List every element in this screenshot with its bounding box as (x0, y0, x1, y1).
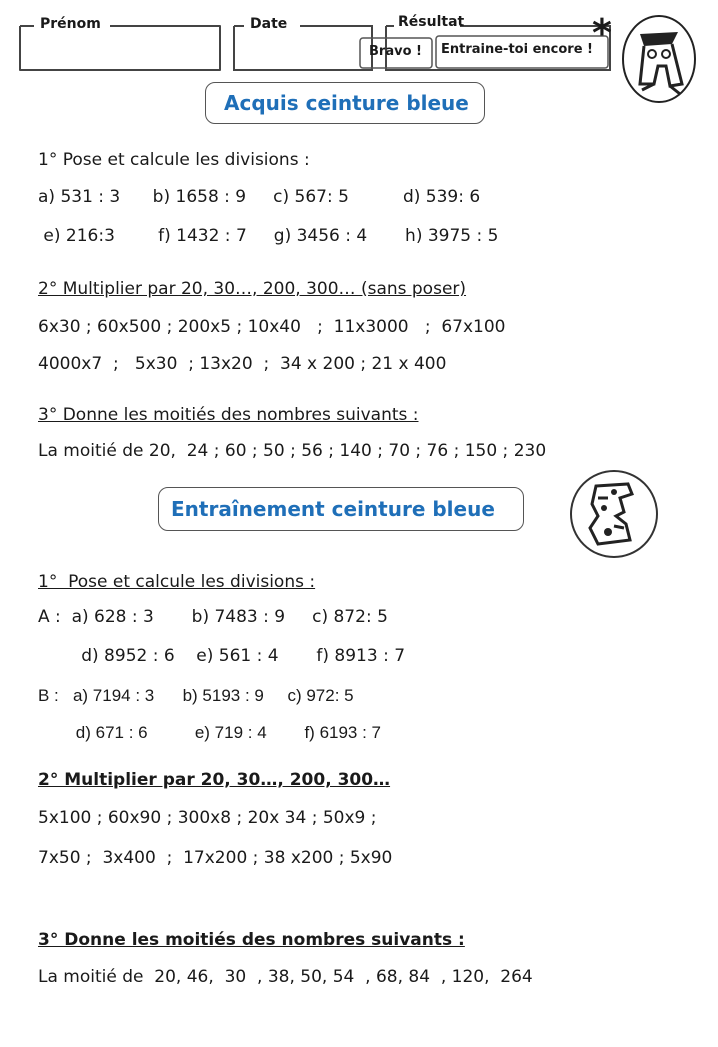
entrainement-ex1-lineA2: d) 8952 : 6 e) 561 : 4 f) 8913 : 7 (38, 646, 406, 666)
date-label: Date (250, 16, 288, 32)
entrainement-ex3-line1: La moitié de 20, 46, 30 , 38, 50, 54 , 68, 84 , 120, 264 (38, 967, 533, 987)
acquis-ex2-line1: 6x30 ; 60x500 ; 200x5 ; 10x40 ; 11x3000 ; 67x100 (38, 317, 506, 337)
prenom-label: Prénom (40, 16, 101, 32)
entrainement-ex2-heading: 2° Multiplier par 20, 30…, 200, 300… (38, 770, 391, 790)
acquis-ex3-heading: 3° Donne les moitiés des nombres suivants : (38, 405, 419, 425)
entrainement-ex2-line2: 7x50 ; 3x400 ; 17x200 ; 38 x200 ; 5x90 (38, 848, 393, 868)
acquis-ex1-line2: e) 216:3 f) 1432 : 7 g) 3456 : 4 h) 3975 : 5 (38, 226, 499, 246)
entrainement-ex1-lineB1: B : a) 7194 : 3 b) 5193 : 9 c) 972: 5 (38, 686, 354, 705)
bravo-label: Bravo ! (369, 44, 422, 59)
belt-logo-icon (568, 468, 660, 560)
entrainement-ex1-lineB2: d) 671 : 6 e) 719 : 4 f) 6193 : 7 (38, 723, 382, 742)
entrainement-ex2-line1: 5x100 ; 60x90 ; 300x8 ; 20x 34 ; 50x9 ; (38, 808, 377, 828)
acquis-ex1-line1: a) 531 : 3 b) 1658 : 9 c) 567: 5 d) 539: 6 (38, 187, 481, 207)
acquis-ex2-heading: 2° Multiplier par 20, 30…, 200, 300… (sans poser) (38, 279, 467, 299)
acquis-ex3-line1: La moitié de 20, 24 ; 60 ; 50 ; 56 ; 140 ; 70 ; 76 ; 150 ; 230 (38, 441, 547, 461)
entraine-label: Entraine-toi encore ! (441, 42, 593, 57)
acquis-title-box (205, 82, 485, 124)
acquis-ex2-line2: 4000x7 ; 5x30 ; 13x20 ; 34 x 200 ; 21 x 400 (38, 354, 447, 374)
asterisk-mark: * (592, 11, 612, 55)
entrainement-ex3-heading: 3° Donne les moitiés des nombres suivants : (38, 930, 465, 950)
entrainement-ex1-heading: 1° Pose et calcule les divisions : (38, 572, 316, 592)
mascot-logo-icon (620, 14, 698, 104)
entrainement-ex1-lineA1: A : a) 628 : 3 b) 7483 : 9 c) 872: 5 (38, 607, 388, 627)
acquis-ex1-heading: 1° Pose et calcule les divisions : (38, 150, 310, 170)
entrainement-title: Entraînement ceinture bleue (171, 497, 495, 521)
acquis-title: Acquis ceinture bleue (224, 91, 469, 115)
entrainement-title-box (158, 487, 524, 531)
resultat-label: Résultat (398, 14, 465, 30)
